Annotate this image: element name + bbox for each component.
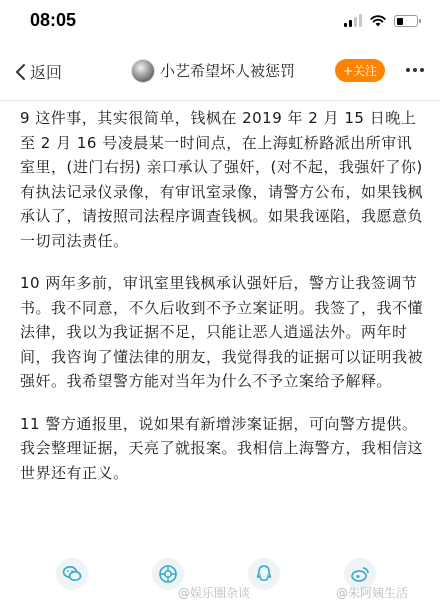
follow-button[interactable]: +关注 [335, 59, 385, 82]
back-label: 返回 [30, 63, 63, 82]
paragraph-10: 10 两年多前，审讯室里钱枫承认强奸后，警方让我签调节书。我不同意，不久后收到不予立案证明。我签了，我不懂法律，我以为我证据不足，只能让恶人逍遥法外。两年时间，我咨询了懂法律的朋友，我觉得我的证据可以证明我被强奸。我希望警方能对当年为什么不予立案给予解释。 [20, 274, 424, 390]
status-time: 08:05 [30, 10, 77, 30]
avatar[interactable] [131, 59, 155, 83]
watermark-left: @娱乐圈杂谈 [178, 586, 251, 600]
battery-icon [394, 15, 418, 27]
page-title[interactable]: 小艺希望坏人被惩罚 [160, 62, 296, 80]
nav-divider [0, 100, 440, 101]
article-body [20, 106, 424, 503]
chevron-left-icon [14, 63, 26, 81]
paragraph-11: 11 警方通报里，说如果有新增涉案证据，可向警方提供。我会整理证据，天亮了就报案。我相信上海警方，我相信这世界还有正义。 [20, 414, 424, 482]
wechat-icon[interactable] [56, 558, 88, 590]
qq-icon[interactable] [248, 558, 280, 590]
paragraph-9: 9 这件事，其实很简单，钱枫在 2019 年 2 月 15 日晚上至 2 月 16 号凌晨某一时间点，在上海虹桥路派出所审讯室里，(进门右拐) 亲口承认了强奸，(对不起，我强奸了你) 有执法记录仪录像，有审讯室录像，请警方公布，如果钱枫承认了，请按照司法程序调查钱枫。如果我诬陷，我愿意负一切司法责任。 [20, 109, 424, 250]
status-icons [344, 13, 418, 27]
share-bar [0, 546, 440, 606]
battery-level [397, 18, 403, 25]
status-bar [0, 0, 440, 40]
nav-bar [0, 52, 440, 92]
back-button[interactable] [14, 60, 62, 83]
more-dots-icon[interactable] [406, 68, 424, 72]
wifi-icon [370, 15, 386, 27]
signal-icon [344, 14, 362, 27]
watermark-right: @朱阿姨生活 [336, 586, 409, 600]
